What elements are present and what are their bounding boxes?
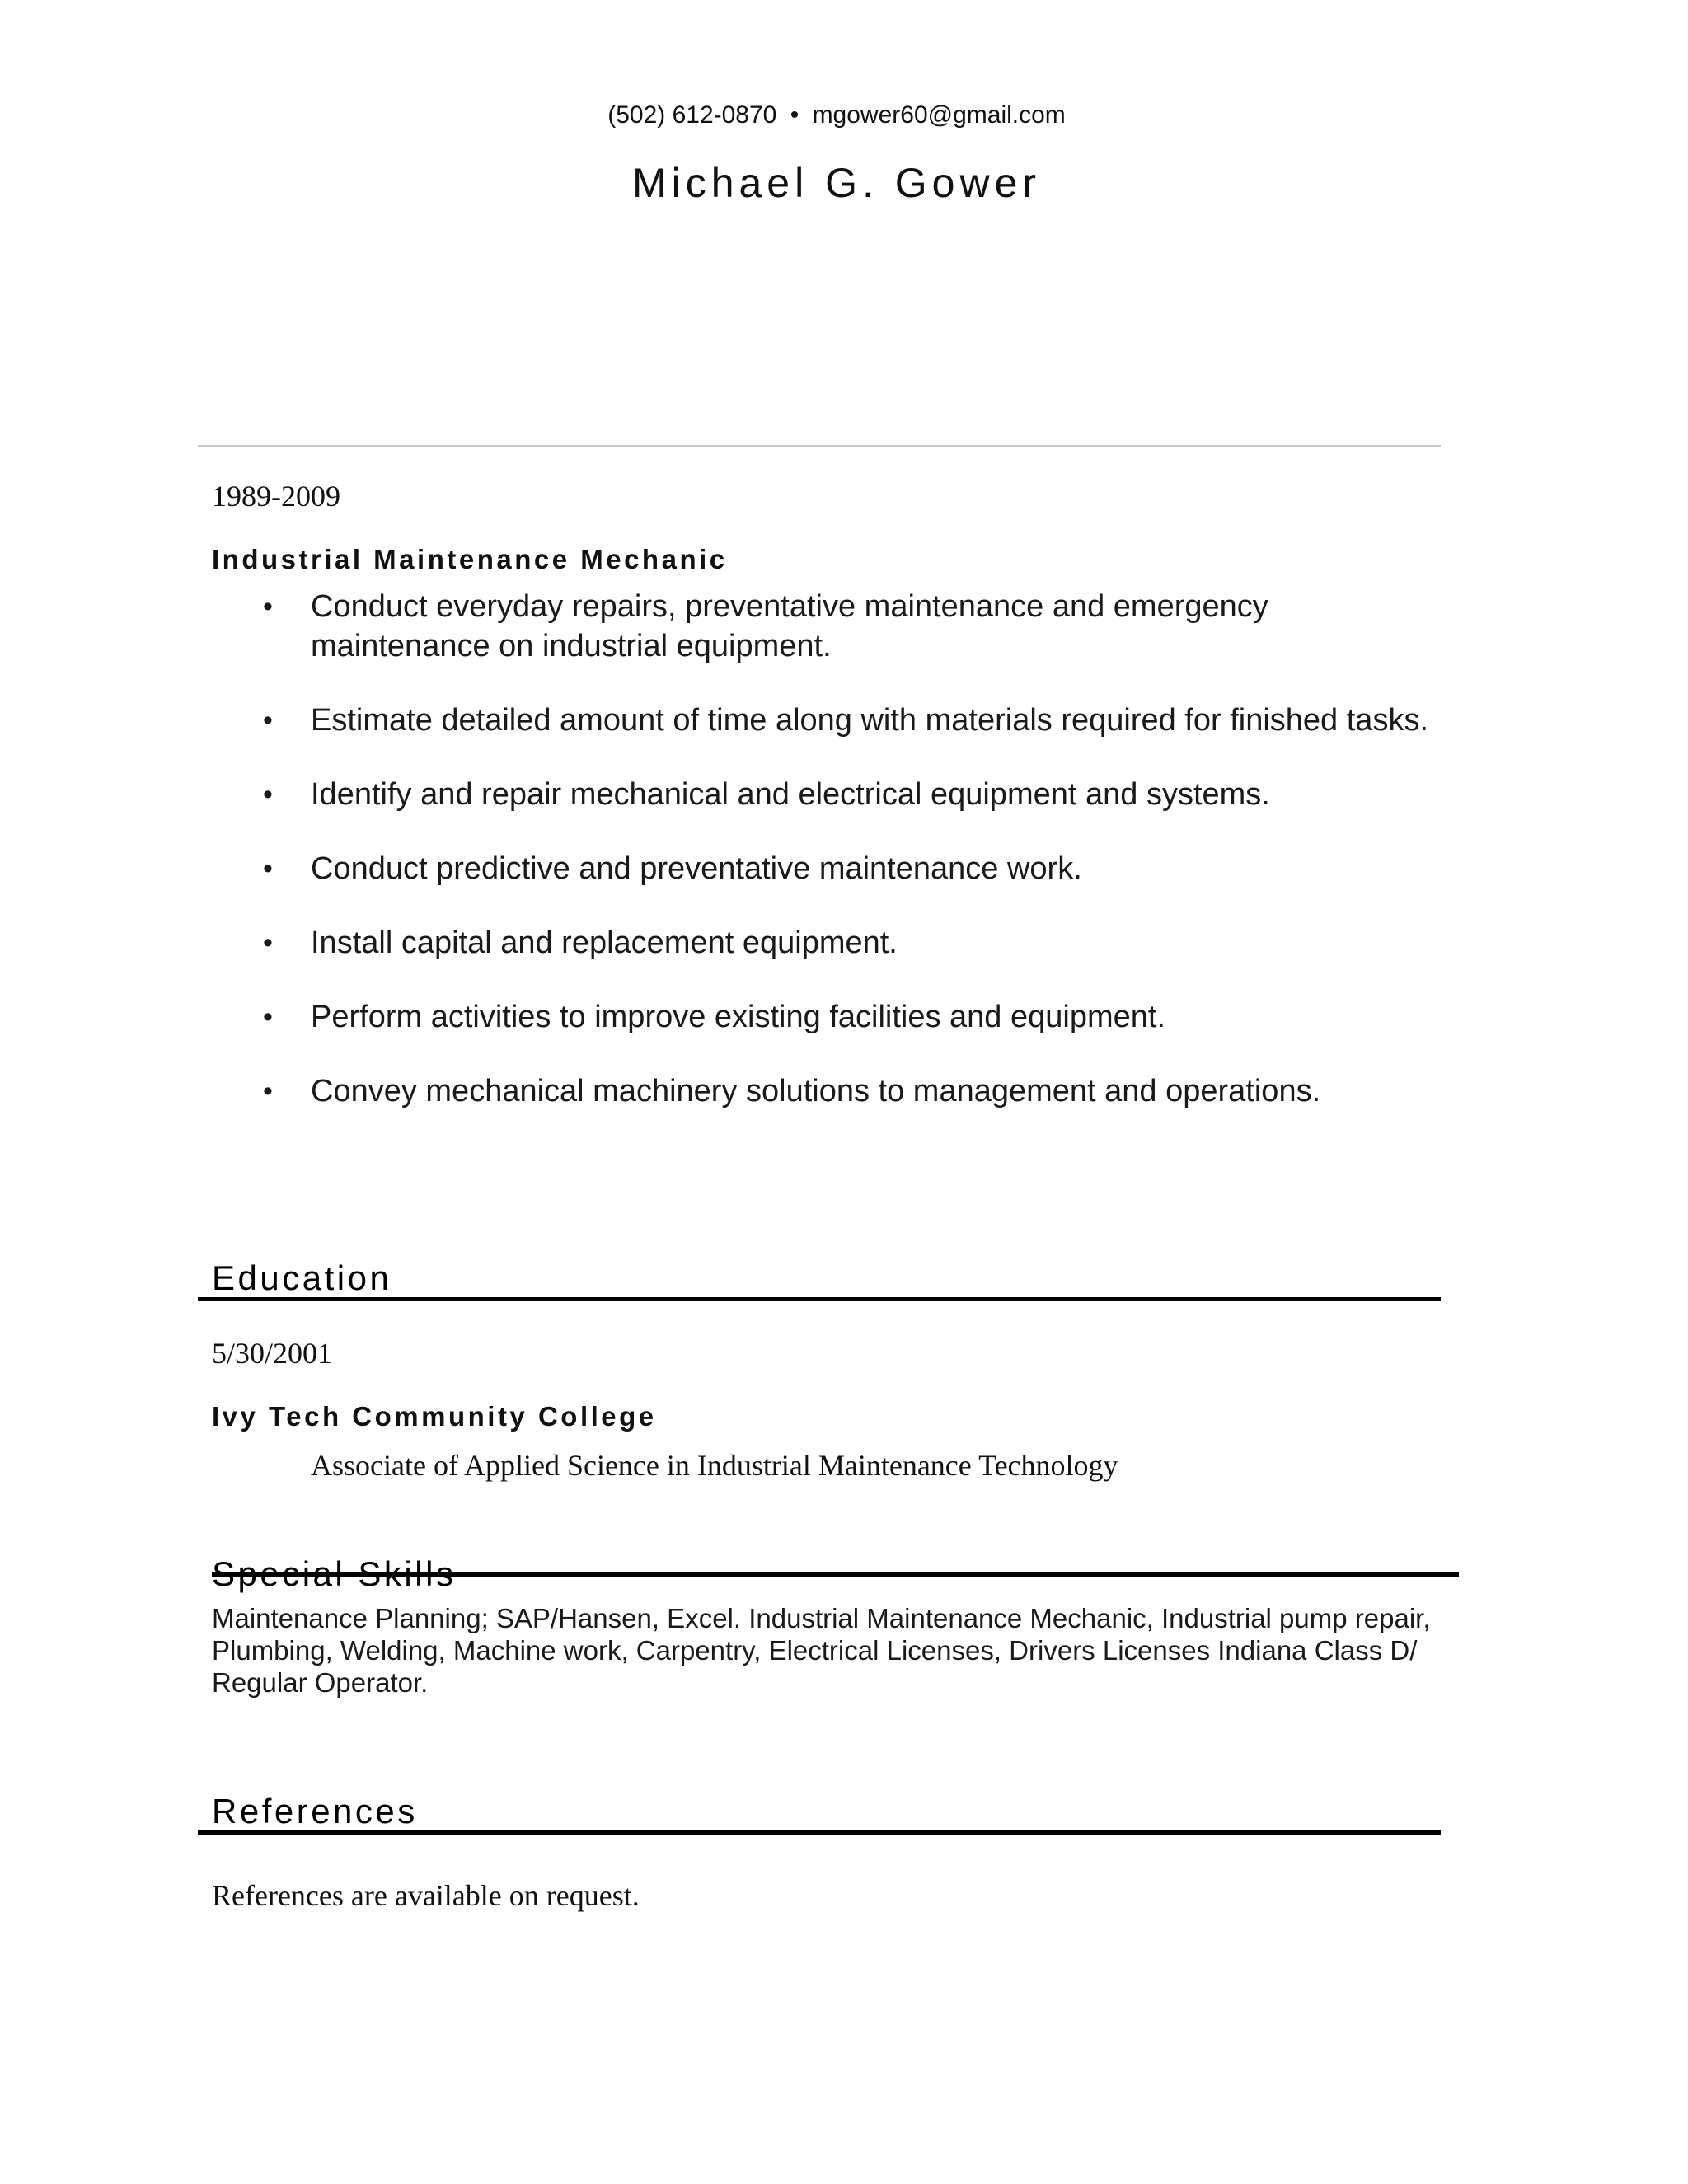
duty-text: Perform activities to improve existing facilities and equipment. [311, 1000, 1166, 1034]
references-text: References are available on request. [212, 1879, 640, 1912]
duty-item [212, 997, 1432, 1037]
bullet-icon: • [263, 853, 273, 884]
references-heading: References [212, 1792, 418, 1830]
school-name: Ivy Tech Community College [212, 1401, 657, 1432]
header-divider [198, 445, 1441, 447]
phone-number: (502) 612-0870 [607, 101, 777, 129]
duty-item [212, 923, 1432, 963]
degree-name: Associate of Applied Science in Industrial Maintenance Technology [311, 1449, 1118, 1482]
education-heading: Education [212, 1258, 392, 1297]
duty-text: Estimate detailed amount of time along with materials required for finished tasks. [311, 703, 1428, 738]
bullet-icon: • [263, 779, 273, 810]
bullet-icon: • [263, 927, 273, 958]
education-rule [198, 1297, 1441, 1301]
skills-rule [212, 1572, 1459, 1577]
duty-item [212, 701, 1432, 740]
references-rule [198, 1830, 1441, 1835]
experience-dates: 1989-2009 [212, 480, 340, 513]
duty-text: Conduct everyday repairs, preventative maintenance and emergency maintenance on industrial equipment. [311, 589, 1268, 663]
bullet-icon: • [263, 591, 273, 622]
candidate-name: Michael G. Gower [631, 160, 1042, 206]
bullet-icon: • [263, 705, 273, 736]
skills-heading: Special Skills [212, 1554, 457, 1593]
job-title: Industrial Maintenance Mechanic [212, 544, 728, 574]
duty-item [212, 587, 1432, 666]
skills-text: Maintenance Planning; SAP/Hansen, Excel. Industrial Maintenance Mechanic, Industrial pump repair, Plumbing, Welding, Machine work, Carpentry, Electrical Licenses, Drivers Licenses Indiana Class D/ Regular Operator. [212, 1603, 1431, 1698]
duty-text: Install capital and replacement equipment. [311, 926, 898, 960]
email-address: mgower60@gmail.com [812, 101, 1066, 129]
contact-line [0, 99, 1673, 132]
duty-text: Identify and repair mechanical and electrical equipment and systems. [311, 777, 1270, 812]
duty-item [212, 849, 1432, 888]
education-date: 5/30/2001 [212, 1337, 333, 1370]
duties-list [212, 587, 1432, 1146]
duty-item [212, 775, 1432, 814]
contact-separator: • [790, 101, 799, 129]
duty-text: Conduct predictive and preventative maintenance work. [311, 851, 1082, 886]
bullet-icon: • [263, 1076, 273, 1107]
bullet-icon: • [263, 1001, 273, 1033]
duty-text: Convey mechanical machinery solutions to management and operations. [311, 1074, 1321, 1108]
duty-item [212, 1071, 1432, 1111]
